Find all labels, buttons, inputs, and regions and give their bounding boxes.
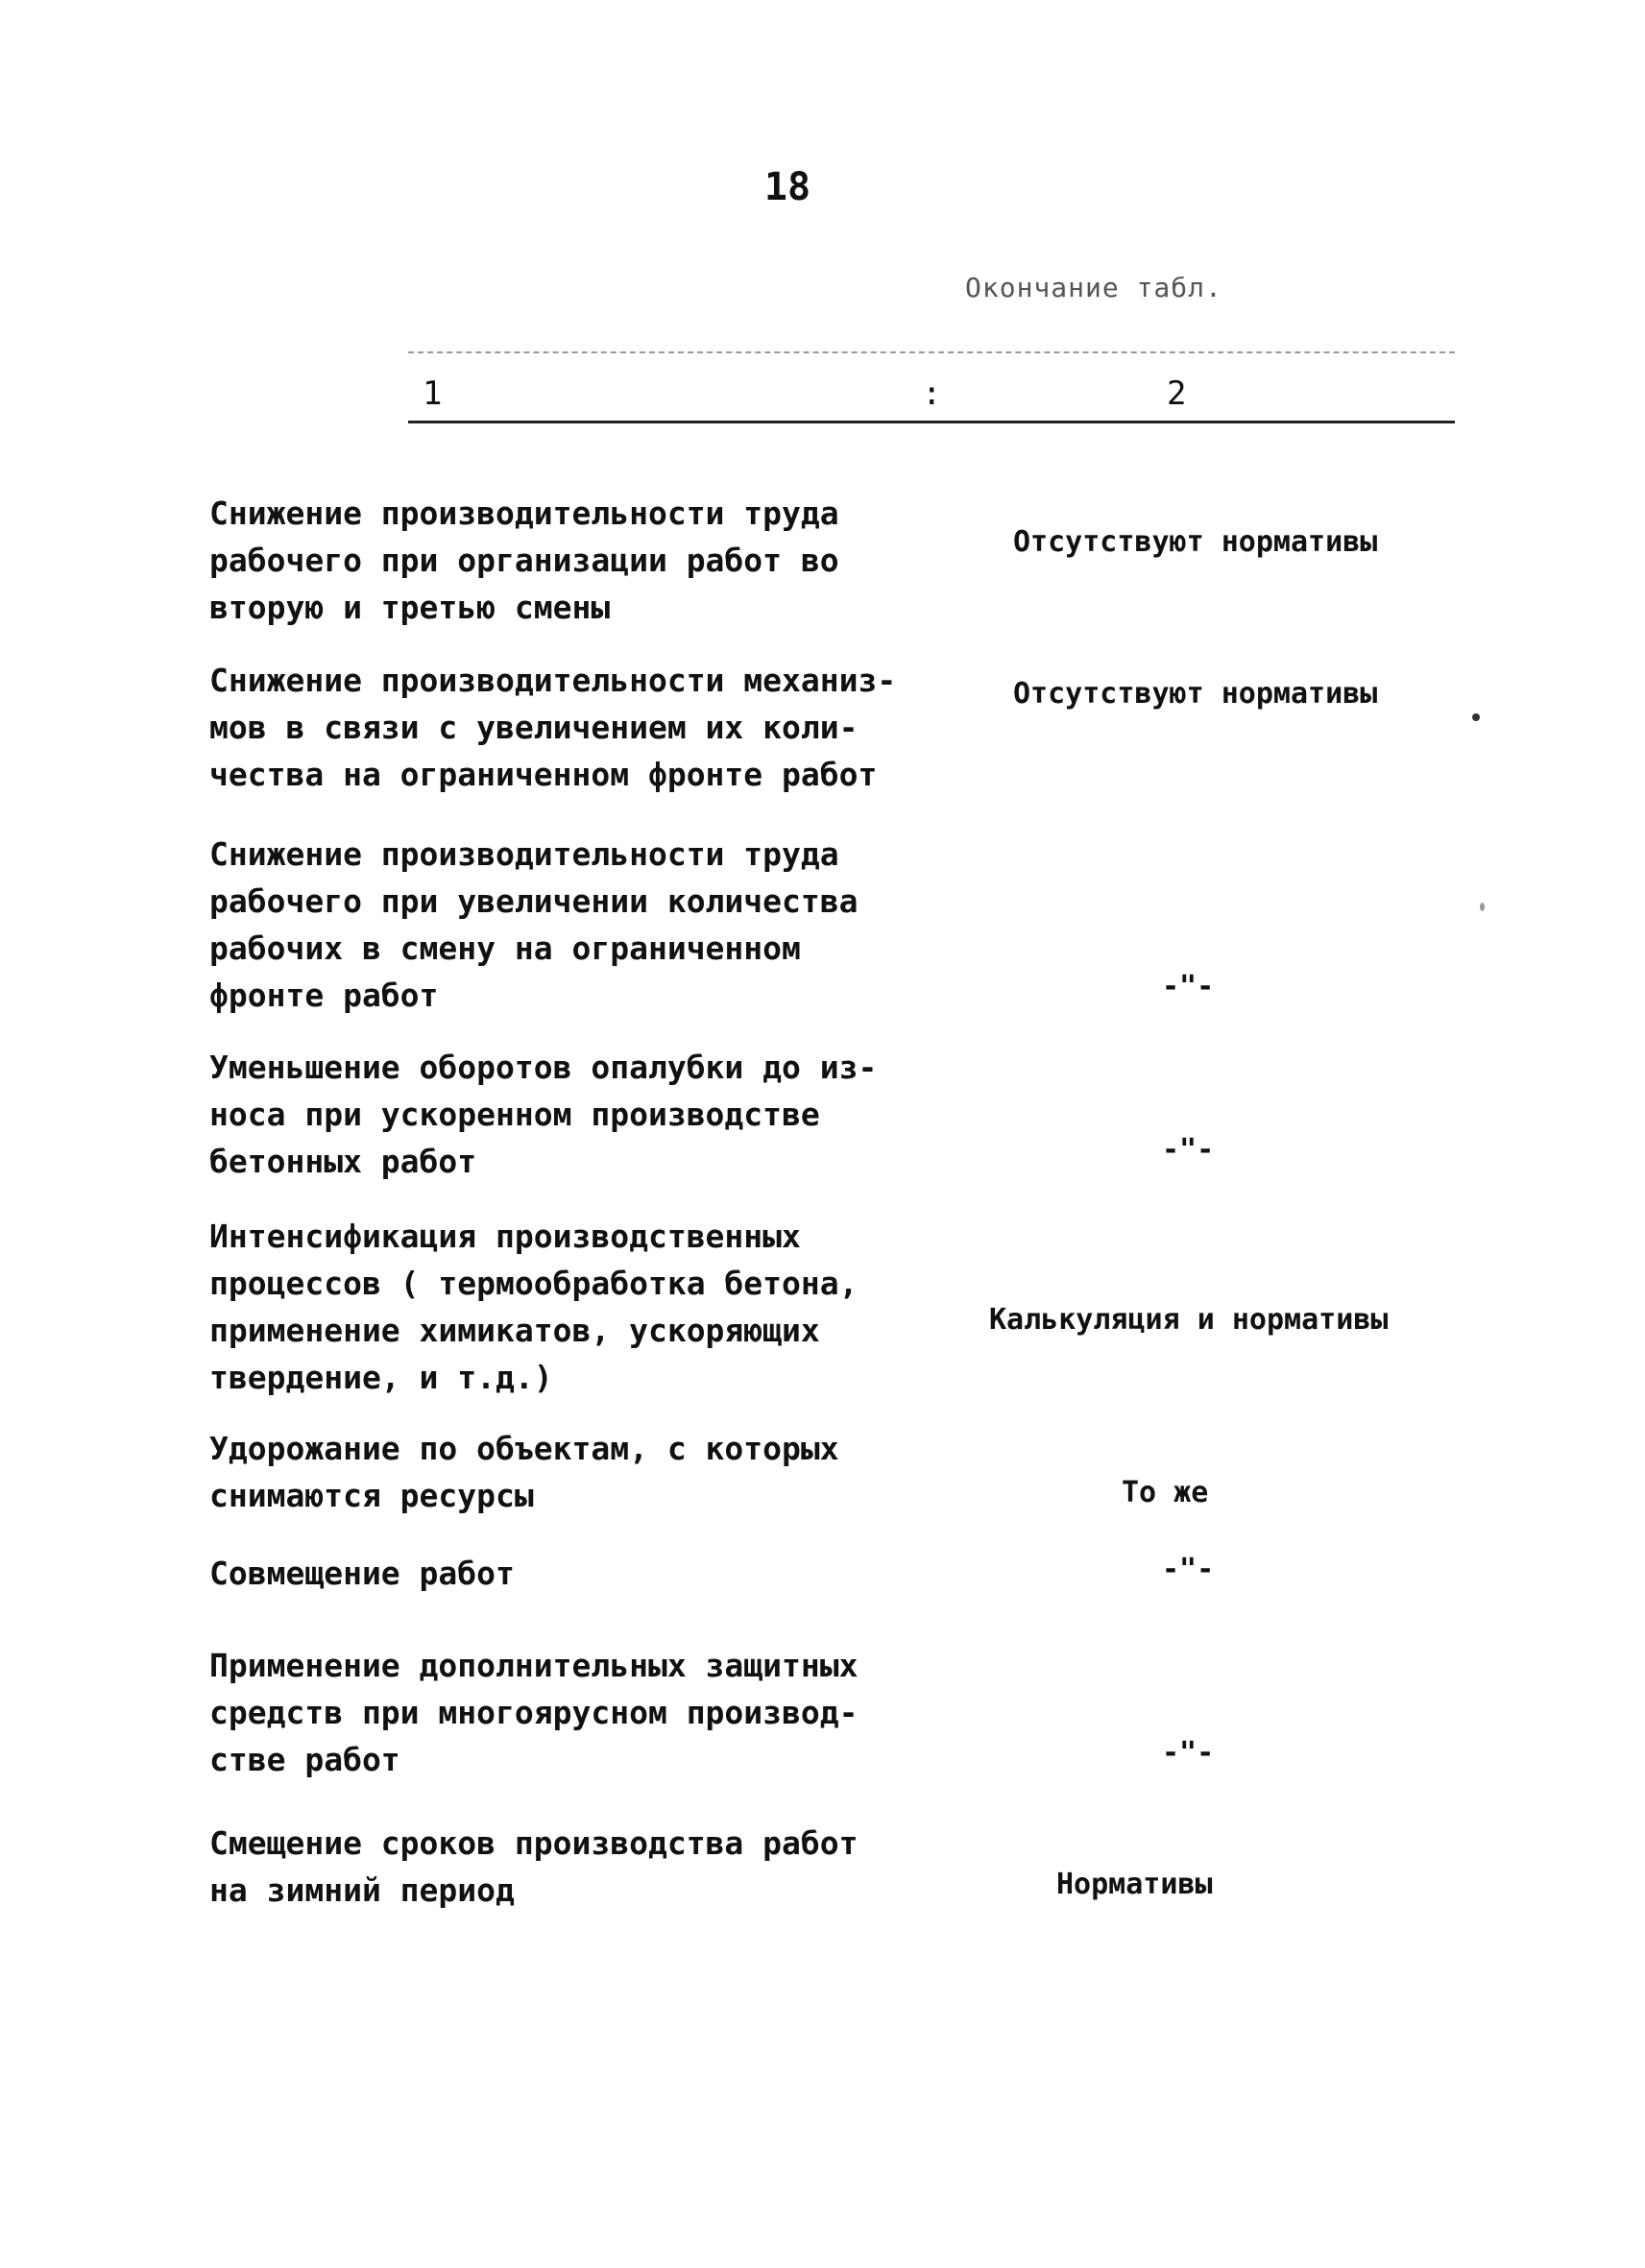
table-row-basis: -"- [1162, 1736, 1215, 1770]
column-header-1: 1 [423, 374, 443, 413]
table-header-bottom-rule [408, 421, 1455, 423]
column-header-2: 2 [1167, 374, 1187, 413]
table-row-basis: Калькуляция и нормативы [989, 1303, 1389, 1337]
table-row-basis: То же [1122, 1476, 1209, 1509]
page-number: 18 [763, 165, 811, 209]
column-separator: : [922, 374, 942, 413]
table-continuation-label: Окончание табл. [965, 272, 1222, 303]
table-row-basis: Нормативы [1056, 1868, 1213, 1901]
table-row-factor: Совмещение работ [209, 1555, 515, 1592]
scan-speck [1472, 713, 1480, 721]
table-row-factor: Уменьшение оборотов опалубки до из- носа при ускоренном производстве бетонных работ [209, 1049, 878, 1180]
table-header-top-rule [408, 351, 1455, 353]
table-row-factor: Смещение сроков производства работ на зимний период [209, 1824, 859, 1909]
table-row-basis: Отсутствуют нормативы [1013, 677, 1378, 711]
table-row-factor: Снижение производительности механиз- мов в связи с увеличением их коли- чества на ограниченном фронте работ [209, 662, 897, 793]
table-row-basis: -"- [1162, 1133, 1215, 1167]
table-row-factor: Интенсификация производственных процессов ( термообработка бетона, применение химикатов, ускоряющих твердение, и т.д.) [209, 1218, 859, 1396]
scan-speck [1480, 903, 1485, 911]
table-row-factor: Снижение производительности труда рабочего при организации работ во вторую и третью смены [209, 495, 839, 626]
table-row-basis: -"- [1162, 970, 1215, 1003]
table-row-factor: Применение дополнительных защитных средств при многоярусном производ- стве работ [209, 1647, 859, 1778]
table-row-factor: Снижение производительности труда рабочего при увеличении количества рабочих в смену на ограниченном фронте работ [209, 835, 859, 1014]
table-row-factor: Удорожание по объектам, с которых снимаются ресурсы [209, 1430, 839, 1514]
table-row-basis: Отсутствуют нормативы [1013, 525, 1378, 559]
table-row-basis: -"- [1162, 1553, 1215, 1586]
